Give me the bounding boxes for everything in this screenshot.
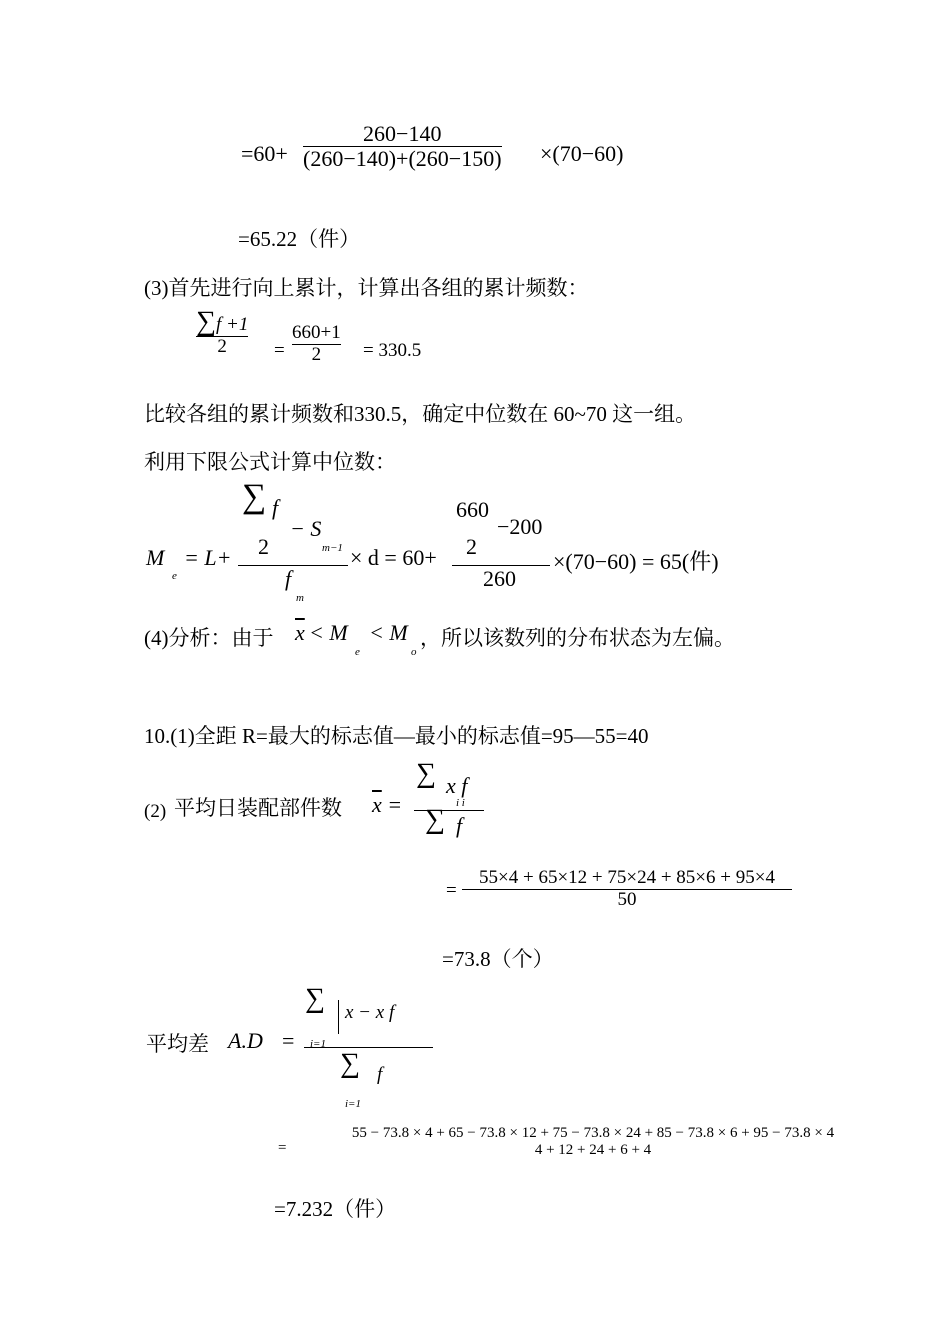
position-numerator: f +1 — [215, 314, 249, 335]
me-den2: 260 — [483, 566, 516, 591]
analysis-prefix: (4)分析：由于 — [144, 626, 274, 650]
ad-label: 平均差 — [146, 1032, 209, 1056]
sigma-symbol: ∑ — [305, 983, 325, 1014]
sigma-symbol: ∑ — [416, 758, 436, 789]
ad-calc-denominator: 4 + 12 + 24 + 6 + 4 — [534, 1141, 652, 1158]
mean-calc-denominator: 50 — [617, 888, 637, 910]
fraction-bar — [304, 1047, 433, 1048]
sigma-symbol: ∑ — [196, 306, 216, 337]
ad-lim-top: i=1 — [310, 1038, 326, 1050]
lt-me: < M — [309, 620, 348, 645]
equals-sign: = — [282, 1028, 295, 1053]
position-result: = 330.5 — [363, 340, 422, 361]
sub-o: o — [411, 646, 417, 658]
equals-sign: = — [278, 1140, 287, 1156]
analysis-suffix: ，所以该数列的分布状态为左偏。 — [420, 626, 735, 650]
mode-fraction — [303, 122, 502, 171]
sigma-symbol: ∑ — [340, 1048, 360, 1079]
abs-bar — [338, 1000, 339, 1034]
mode-denominator: (260−140)+(260−150) — [303, 146, 502, 172]
fraction-bar — [238, 565, 348, 566]
part2-text: 平均日装配部件数 — [174, 796, 342, 820]
ad-numerator: x − x f — [345, 1002, 395, 1023]
me-eq: = L+ — [184, 545, 232, 570]
mode-result: =65.22（件） — [238, 227, 361, 251]
lt-mo: < M — [369, 620, 408, 645]
median-position-fraction-2 — [292, 323, 341, 366]
sub-e: e — [355, 646, 360, 658]
range-text: 10.(1)全距 R=最大的标志值—最小的标志值=95—55=40 — [144, 724, 649, 748]
me-den-f: f — [285, 566, 292, 591]
me-num-minus-s: − S — [290, 516, 322, 541]
me-num2-minus: −200 — [497, 514, 543, 539]
ad-denominator: f — [377, 1064, 383, 1085]
mode-eq-prefix: =60+ — [241, 141, 288, 166]
formula-intro: 利用下限公式计算中位数： — [144, 450, 396, 474]
equals-sign: = — [446, 880, 457, 901]
mean-calc-numerator: 55×4 + 65×12 + 75×24 + 85×6 + 95×4 — [479, 867, 775, 888]
me-tail: ×(70−60) = 65(件) — [553, 549, 719, 574]
median-position-fraction — [196, 308, 248, 358]
ad-calc-numerator: 55 − 73.8 × 4 + 65 − 73.8 × 12 + 75 − 73.8 × 24 + 85 − 73.8 × 6 + 95 − 73.8 × 4 — [351, 1125, 835, 1141]
position-denominator: 2 — [217, 336, 227, 357]
equals-sign: = — [274, 340, 285, 361]
part2-label: (2) — [144, 801, 167, 822]
position-numerator-2: 660+1 — [292, 322, 341, 343]
me-num2-2: 2 — [466, 534, 477, 559]
x-bar: $\overline{x}$ — [295, 620, 305, 645]
me-den-subscript: m — [296, 592, 304, 604]
sigma-symbol: ∑ — [242, 478, 267, 515]
mean-calc-fraction — [462, 868, 792, 911]
step3-text: (3)首先进行向上累计，计算出各组的累计频数： — [144, 276, 589, 300]
me-num2-top: 660 — [456, 497, 489, 522]
position-denominator-2: 2 — [311, 343, 322, 365]
me-num-f: f — [272, 495, 279, 520]
mean-denominator: f — [456, 813, 463, 838]
me-symbol: M — [146, 545, 165, 570]
me-num-2: 2 — [258, 534, 269, 559]
mean-numerator: x f — [446, 773, 468, 798]
ad-lim-bottom: i=1 — [345, 1098, 361, 1110]
mode-eq-tail: ×(70−60) — [540, 141, 624, 166]
mean-symbol: $\overline{x}$ = — [372, 792, 403, 817]
mean-subscripts: i i — [456, 797, 465, 809]
me-subscript: e — [172, 570, 177, 582]
sigma-symbol: ∑ — [425, 804, 445, 835]
ad-result: =7.232（件） — [274, 1197, 397, 1221]
compare-text: 比较各组的累计频数和330.5，确定中位数在 60~70 这一组。 — [144, 402, 697, 426]
ad-symbol: A.D — [228, 1028, 263, 1053]
ad-calc-fraction — [296, 1125, 890, 1158]
mode-numerator: 260−140 — [363, 121, 442, 146]
mean-result: =73.8（个） — [442, 947, 554, 971]
me-num-subscript: m−1 — [322, 542, 343, 554]
me-mid: × d = 60+ — [350, 545, 437, 570]
